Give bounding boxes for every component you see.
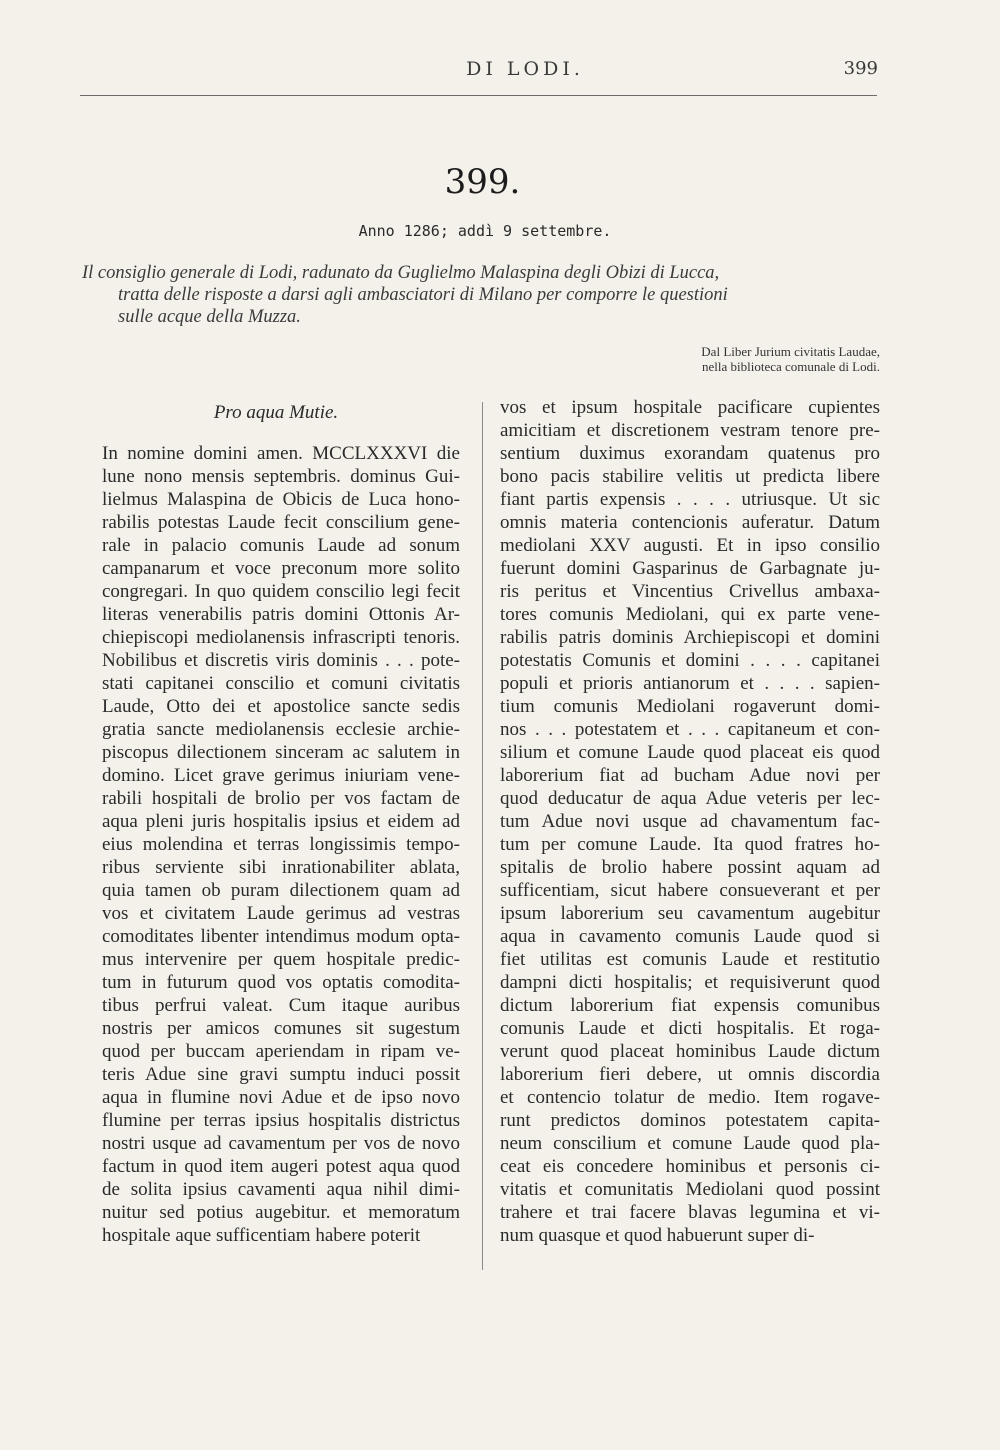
text-line: de solita ipsius cavamenti aqua nihil dimi-	[102, 1179, 460, 1200]
text-line: quod deducatur de aqua Adue veteris per lec-	[500, 788, 880, 809]
document-date: Anno 1286; addì 9 settembre.	[358, 222, 612, 240]
text-line: comoditates libenter intendimus modum opta-	[102, 926, 460, 947]
text-line: aqua in flumine novi Adue et de ipso novo	[102, 1087, 460, 1108]
source-line: nella biblioteca comunale di Lodi.	[702, 359, 880, 374]
source-note	[540, 344, 880, 374]
running-head	[80, 58, 880, 88]
text-line: dictum laborerium fiat expensis comunibus	[500, 995, 880, 1016]
text-line: ribus serviente sibi inrationabiliter ablata,	[102, 857, 460, 878]
text-line: tum Adue novi usque ad chavamentum fac-	[500, 811, 880, 832]
text-line: fuerunt domini Gasparinus de Garbagnate ju-	[500, 558, 880, 579]
text-line: chiepiscopi mediolanensis infrascripti tenoris.	[102, 627, 460, 648]
page-number: 399	[843, 58, 878, 79]
document-number: 399.	[444, 162, 521, 202]
text-line: omnis materia contencionis auferatur. Datum	[500, 512, 880, 533]
text-line: literas venerabilis patris domini Ottonis Ar-	[102, 604, 460, 625]
text-line: num quasque et quod habuerunt super di-	[500, 1225, 815, 1246]
text-line: nos . . . potestatem et . . . capitaneum et con-	[500, 719, 880, 740]
text-line: stati capitanei conscilio et comuni civitatis	[102, 673, 460, 694]
text-line: neum conscilium et comune Laude quod pla-	[500, 1133, 880, 1154]
text-line: trahere et trai facere blavas legumina et vi-	[500, 1202, 880, 1223]
text-line: factum in quod item augeri potest aqua quod	[102, 1156, 460, 1177]
text-line: tum per comune Laude. Ita quod fratres ho-	[500, 834, 880, 855]
text-line: tium comunis Mediolani rogaverunt domi-	[500, 696, 880, 717]
text-line: mus intervenire per quem hospitale predic-	[102, 949, 460, 970]
text-line: ris peritus et Vincentius Crivellus ambaxa-	[500, 581, 880, 602]
text-line: mediolani XXV augusti. Et in ipso consilio	[500, 535, 880, 556]
text-line: lune nono mensis septembris. dominus Gui-	[102, 466, 460, 487]
column-divider	[482, 402, 483, 1270]
text-line: ceat eis concedere hominibus et personis ci-	[500, 1156, 880, 1177]
text-line: quod per buccam aperiendam in ripam ve-	[102, 1041, 460, 1062]
text-line: gratia sancte mediolanensis ecclesie archie-	[102, 719, 460, 740]
text-line: silium et comune Laude quod placeat eis quod	[500, 742, 880, 763]
text-line: tum in futurum quod vos optatis comodita-	[102, 972, 460, 993]
text-line: ipsum laborerium seu cavamentum augebitur	[500, 903, 880, 924]
left-column	[102, 398, 460, 1246]
text-line: rabilis patris dominis Archiepiscopi et domini	[500, 627, 880, 648]
text-line: populi et prioris antianorum et . . . . sapien-	[500, 673, 880, 694]
text-line: spitalis de brolio habere possint aquam ad	[500, 857, 880, 878]
text-line: runt predictos dominos potestatem capita-	[500, 1110, 880, 1131]
text-line: amicitiam et discretionem vestram tenore pre-	[500, 420, 880, 441]
text-line: sentium duximus exorandam quatenus pro	[500, 443, 880, 464]
text-line: piscopus dilectionem sinceram ac salutem in	[102, 742, 460, 763]
text-line: Laude, Otto dei et apostolice sancte sedis	[102, 696, 460, 717]
text-line: vos et civitatem Laude gerimus ad vestras	[102, 903, 460, 924]
left-column-text	[102, 442, 460, 1247]
text-line: dampni dicti hospitalis; et requisiverunt quod	[500, 972, 880, 993]
text-line: rabili hospitali de brolio per vos factam de	[102, 788, 460, 809]
text-line: aqua in cavamento comunis Laude quod si	[500, 926, 880, 947]
running-title: DI LODI.	[466, 58, 584, 80]
text-line: laborerium fieri debere, ut omnis discordia	[500, 1064, 880, 1085]
summary-line: sulle acque della Muzza.	[118, 307, 301, 327]
summary-line: Il consiglio generale di Lodi, radunato da Guglielmo Malaspina degli Obizi di Lucca,	[82, 263, 720, 283]
text-line: lielmus Malaspina de Obicis de Luca hono-	[102, 489, 460, 510]
text-line: rabilis potestas Laude fecit conscilium gene-	[102, 512, 460, 533]
summary-line: tratta delle risposte a darsi agli ambasciatori di Milano per comporre le questioni	[118, 285, 728, 305]
text-line: nostri usque ad cavamentum per vos de novo	[102, 1133, 460, 1154]
text-line: vitatis et comunitatis Mediolani quod possint	[500, 1179, 880, 1200]
text-line: vos et ipsum hospitale pacificare cupientes	[500, 397, 880, 418]
text-line: tibus perfrui valeat. Cum itaque auribus	[102, 995, 460, 1016]
text-line: Nobilibus et discretis viris dominis . . . pote-	[102, 650, 460, 671]
text-line: flumine per terras ipsius hospitalis districtus	[102, 1110, 460, 1131]
source-line: Dal Liber Jurium civitatis Laudae,	[701, 344, 880, 359]
text-line: aqua pleni juris hospitalis ipsius et eidem ad	[102, 811, 460, 832]
text-line: potestatis Comunis et domini . . . . capitanei	[500, 650, 880, 671]
text-line: In nomine domini amen. MCCLXXXVI die	[102, 443, 460, 464]
text-line: congregari. In quo quidem conscilio legi fecit	[102, 581, 460, 602]
text-line: domino. Licet grave gerimus iniuriam vene-	[102, 765, 460, 786]
text-line: et contencio tolatur de medio. Item rogave-	[500, 1087, 880, 1108]
text-line: campanarum et voce preconum more solito	[102, 558, 460, 579]
text-line: eius molendina et terras longissimis tempo-	[102, 834, 460, 855]
text-line: quia tamen ob puram dilectionem quam ad	[102, 880, 460, 901]
text-line: tores comunis Mediolani, qui ex parte vene-	[500, 604, 880, 625]
document-summary	[80, 262, 880, 328]
text-line: fiet utilitas est comunis Laude et restitutio	[500, 949, 880, 970]
right-column-text	[500, 396, 880, 1247]
text-line: verunt quod placeat hominibus Laude dictum	[500, 1041, 880, 1062]
text-line: teris Adue sine gravi sumptu induci possit	[102, 1064, 460, 1085]
text-line: comunis Laude et dicti hospitalis. Et roga-	[500, 1018, 880, 1039]
text-line: nostris per amicos comunes sit sugestum	[102, 1018, 460, 1039]
text-line: sufficentiam, sicut habere consueverant et per	[500, 880, 880, 901]
text-line: hospitale aque sufficentiam habere poterit	[102, 1225, 421, 1246]
text-line: fiant partis expensis . . . . utriusque. Ut sic	[500, 489, 880, 510]
text-line: rale in palacio comunis Laude ad sonum	[102, 535, 460, 556]
section-heading: Pro aqua Mutie.	[213, 402, 339, 423]
header-rule	[80, 95, 877, 96]
text-line: bono pacis stabilire velitis ut predicta libere	[500, 466, 880, 487]
text-line: laborerium fiat ad bucham Adue novi per	[500, 765, 880, 786]
text-line: nuitur sed potius augebitur. et memoratum	[102, 1202, 460, 1223]
